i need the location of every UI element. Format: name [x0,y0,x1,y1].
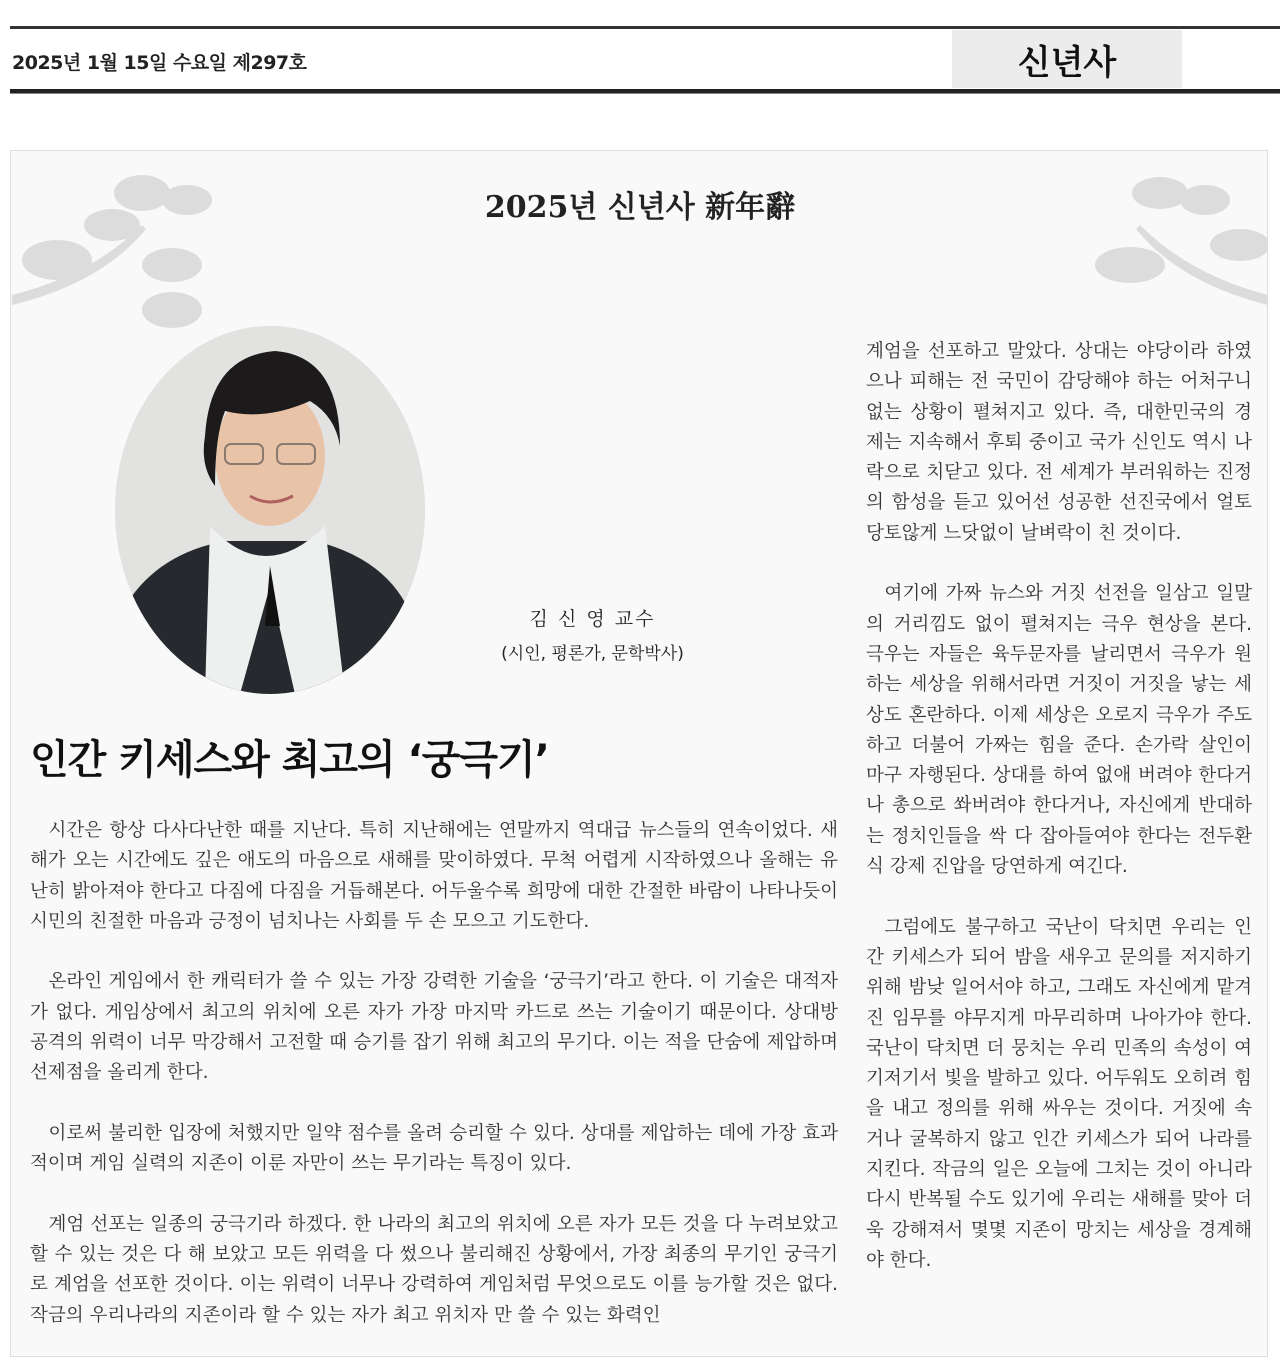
article-headline: 인간 키세스와 최고의 ‘궁극기’ [30,737,549,783]
article-body-left-column [30,816,838,1361]
body-paragraph: 그럼에도 불구하고 국난이 닥치면 우리는 인간 키세스가 되어 밤을 새우고 문의를 저지하기 위해 밤낮 일어서야 하고, 그래도 자신에게 맡겨진 임무를 야무지게 마무리하며 나아가야 한다. 국난이 닥치면 더 뭉치는 우리 민족의 속성이 여기저기서 빛을 발하고 있다. 어두워도 오히려 힘을 내고 정의를 위해 싸우는 것이다. 거짓에 속거나 굴복하지 않고 인간 키세스가 되어 나라를 지킨다. 작금의 일은 오늘에 그치는 것이 아니라 다시 반복될 수도 있기에 우리는 새해를 맞아 더욱 강해져서 몇몇 지존이 망치는 세상을 경계해야 한다. [866,916,1252,1271]
author-name: 김 신 영 교수 [529,608,656,630]
dateline: 2025년 1월 15일 수요일 제297호 [12,52,307,74]
masthead-bottom-rule [10,89,1280,94]
body-paragraph: 온라인 게임에서 한 캐릭터가 쓸 수 있는 가장 강력한 기술을 ‘궁극기’라고 한다. 이 기술은 대적자가 없다. 게임상에서 최고의 위치에 오른 자가 가장 마지막 카드로 쓰는 기술이기 때문이다. 상대방 공격의 위력이 너무 막강해서 고전할 때 승기를 잡기 위해 최고의 무기다. 이는 적을 단숨에 제압하며 선제점을 올리게 한다. [30,971,838,1084]
article-body-right-column [866,337,1252,1307]
author-credentials: (시인, 평론가, 문학박사) [501,644,684,664]
article-kicker: 2025년 신년사 新年辭 [484,190,796,225]
body-paragraph: 여기에 가짜 뉴스와 거짓 선전을 일삼고 일말의 거리낌도 없이 펼쳐지는 극우 현상을 본다. 극우는 자들은 육두문자를 날리면서 극우가 원하는 세상을 위해서라면 거짓이 거짓을 낳는 세상도 혼란하다. 이제 세상은 오로지 극우가 주도하고 더불어 가짜는 힘을 준다. 손가락 살인이 마구 자행된다. 상대를 하여 없애 버려야 한다거나 총으로 쏴버려야 한다거나, 자신에게 반대하는 정치인들을 싹 다 잡아들여야 한다는 전두환식 강제 진압을 당연하게 여긴다. [866,583,1252,878]
body-paragraph: 계엄 선포는 일종의 궁극기라 하겠다. 한 나라의 최고의 위치에 오른 자가 모든 것을 다 누려보았고 할 수 있는 것은 다 해 보았고 모든 위력을 다 썼으나 불리해진 상황에서, 가장 최종의 무기인 궁극기로 계엄을 선포한 것이다. 이는 위력이 너무나 강력하여 게임처럼 무엇으로도 이를 능가할 것은 없다. 작금의 우리나라의 지존이라 할 수 있는 자가 최고 위치자 만 쓸 수 있는 화력인 [30,1213,838,1326]
section-label: 신년사 [952,30,1182,88]
masthead-top-rule [10,26,1280,29]
author-byline [470,604,715,664]
author-photo [115,326,425,694]
body-paragraph: 이로써 불리한 입장에 처했지만 일약 점수를 올려 승리할 수 있다. 상대를 제압하는 데에 가장 효과적이며 게임 실력의 지존이 이룬 자만이 쓰는 무기라는 특징이 있다. [30,1122,838,1175]
body-paragraph: 시간은 항상 다사다난한 때를 지난다. 특히 지난해에는 연말까지 역대급 뉴스들의 연속이었다. 새해가 오는 시간에도 깊은 애도의 마음으로 새해를 맞이하였다. 무척 어렵게 시작하였으나 올해는 유난히 밝아져야 한다고 다짐에 다짐을 거듭해본다. 어두울수록 희망에 대한 간절한 바람이 나타나듯이 시민의 친절한 마음과 긍정이 넘치나는 사회를 두 손 모으고 기도한다. [30,820,838,932]
body-paragraph: 계엄을 선포하고 말았다. 상대는 야당이라 하였으나 피해는 전 국민이 감당해야 하는 어처구니없는 상황이 펼쳐지고 있다. 즉, 대한민국의 경제는 지속해서 후퇴 중이고 국가 신인도 역시 나락으로 치닫고 있다. 전 세계가 부러워하는 진정의 함성을 듣고 있어선 성공한 선진국에서 얼토당토않게 느닷없이 날벼락이 친 것이다. [866,341,1252,544]
